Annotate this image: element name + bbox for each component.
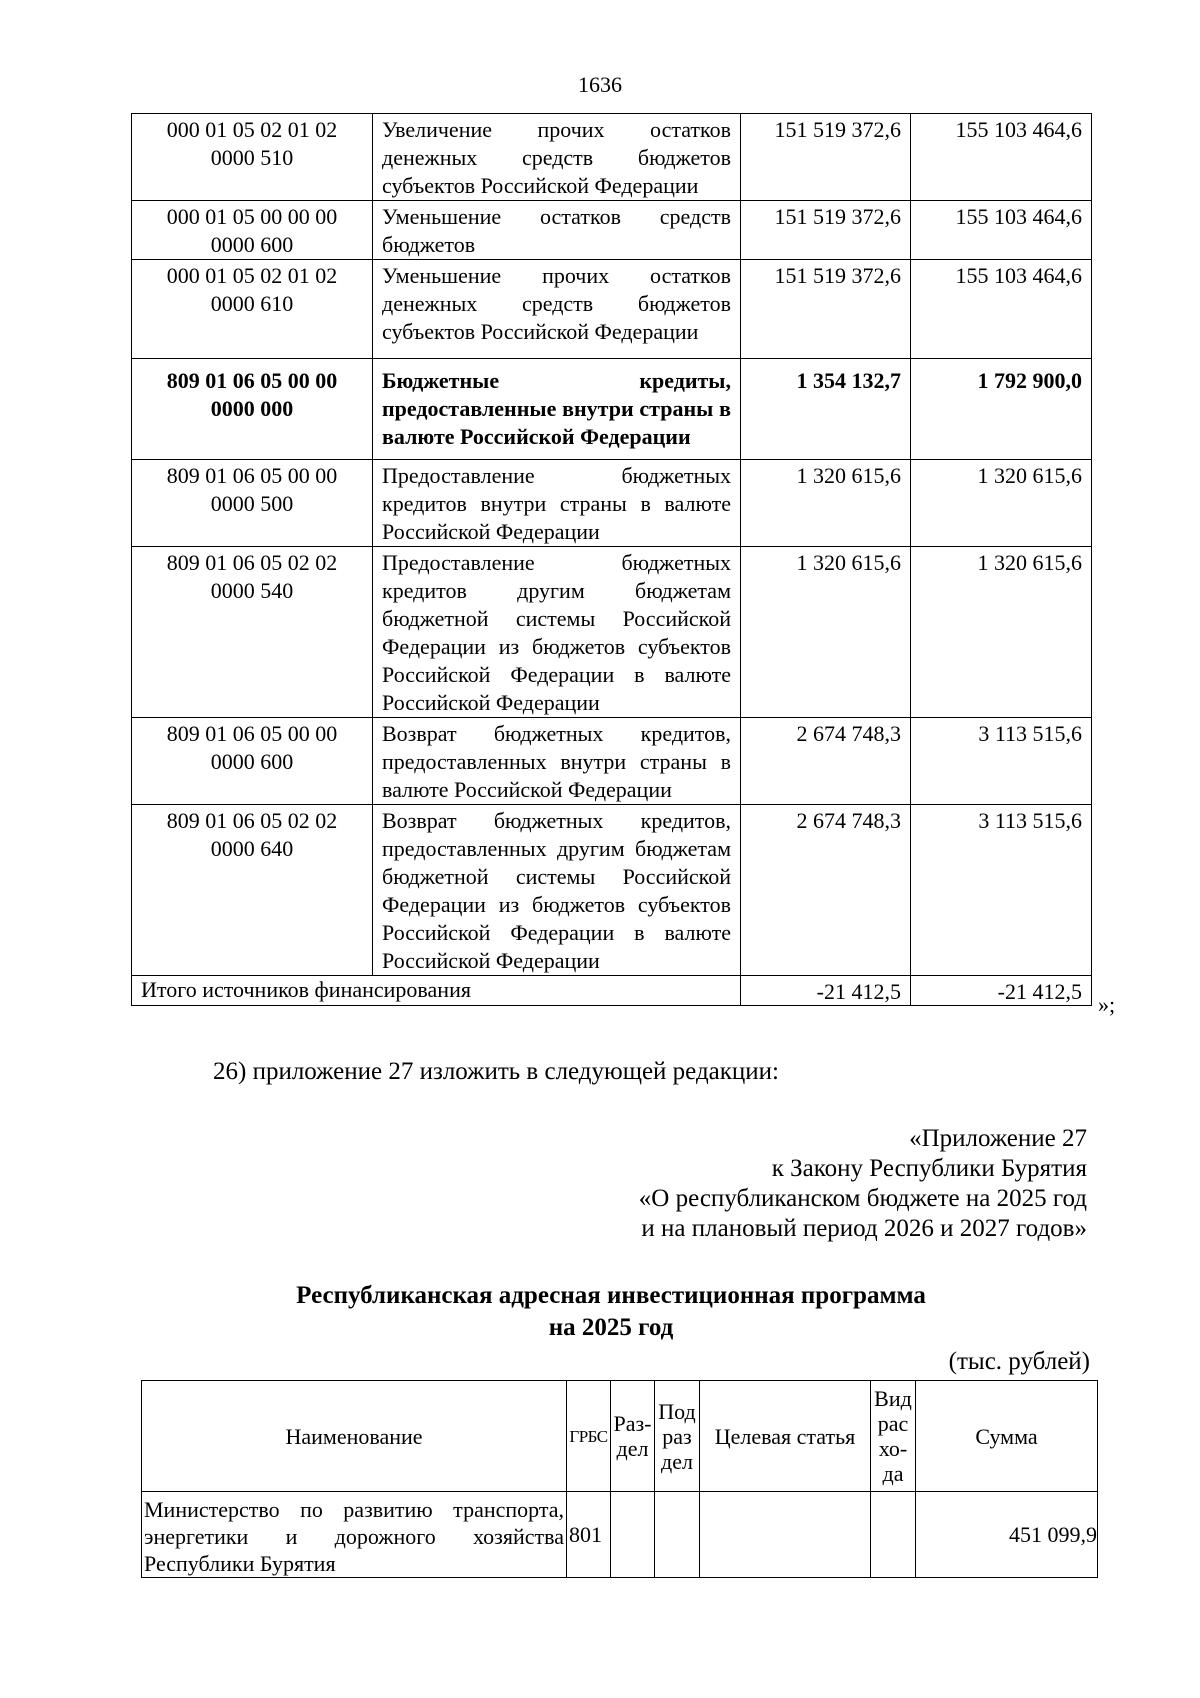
table-row <box>132 718 1092 805</box>
header-row <box>142 1381 1098 1492</box>
table-row <box>132 201 1092 260</box>
amount-2025: 151 519 372,6 <box>741 114 911 201</box>
program-title: Республиканская адресная инвестиционная программа на 2025 год <box>296 1282 926 1341</box>
amount-2026: 3 113 515,6 <box>911 805 1092 976</box>
source-description: Уменьшение остатков средств бюджетов <box>373 201 741 260</box>
amount-2026: 1 792 900,0 <box>911 359 1092 460</box>
total-row <box>132 976 1092 1006</box>
source-code: 809 01 06 05 02 02 0000 540 <box>132 547 373 718</box>
source-code: 000 01 05 02 01 02 0000 610 <box>132 260 373 359</box>
appendix-line: «О республиканском бюджете на 2025 год <box>638 1185 1087 1212</box>
table-row <box>132 460 1092 547</box>
amount-2026: 3 113 515,6 <box>911 718 1092 805</box>
table-row <box>132 359 1092 460</box>
amount-2025: 1 320 615,6 <box>741 460 911 547</box>
program-podrazdel <box>655 1492 700 1578</box>
table-row <box>132 260 1092 359</box>
investment-program-table <box>141 1380 1098 1578</box>
amount-2026: 155 103 464,6 <box>911 114 1092 201</box>
source-description: Бюджетные кредиты, предоставленные внутри страны в валюте Российской Федерации <box>373 359 741 460</box>
appendix-line: и на плановый период 2026 и 2027 годов» <box>641 1215 1087 1242</box>
col-header-name: Наименование <box>142 1381 567 1492</box>
col-header-grbs: ГРБС <box>567 1381 611 1492</box>
program-grbs: 801 <box>567 1492 611 1578</box>
amount-2025: 151 519 372,6 <box>741 260 911 359</box>
source-code: 000 01 05 00 00 00 0000 600 <box>132 201 373 260</box>
col-header-summa: Сумма <box>916 1381 1098 1492</box>
source-code: 809 01 06 05 00 00 0000 000 <box>132 359 373 460</box>
total-2025: -21 412,5 <box>741 976 911 1006</box>
amount-2025: 1 320 615,6 <box>741 547 911 718</box>
source-description: Возврат бюджетных кредитов, предоставленных другим бюджетам бюджетной системы Российской Федерации из бюджетов субъектов Российской Федерации в валюте Российской Федерации <box>373 805 741 976</box>
source-code: 809 01 06 05 00 00 0000 500 <box>132 460 373 547</box>
program-celevaya <box>700 1492 871 1578</box>
closing-quote: »; <box>1098 992 1116 1017</box>
source-description: Предоставление бюджетных кредитов другим бюджетам бюджетной системы Российской Федерации из бюджетов субъектов Российской Федерации в валюте Российской Федерации <box>373 547 741 718</box>
source-description: Предоставление бюджетных кредитов внутри страны в валюте Российской Федерации <box>373 460 741 547</box>
source-description: Уменьшение прочих остатков денежных средств бюджетов субъектов Российской Федерации <box>373 260 741 359</box>
amount-2025: 2 674 748,3 <box>741 718 911 805</box>
table-row <box>142 1492 1098 1578</box>
amount-2025: 151 519 372,6 <box>741 201 911 260</box>
amount-2025: 1 354 132,7 <box>741 359 911 460</box>
amendment-item: 26) приложение 27 изложить в следующей редакции: <box>213 1058 779 1085</box>
col-header-celevaya: Целевая статья <box>700 1381 871 1492</box>
appendix-line: к Закону Республики Бурятия <box>771 1155 1087 1182</box>
source-code: 000 01 05 02 01 02 0000 510 <box>132 114 373 201</box>
program-vid <box>871 1492 916 1578</box>
source-code: 809 01 06 05 00 00 0000 600 <box>132 718 373 805</box>
program-name: Министерство по развитию транспорта, энергетики и дорожного хозяйства Республики Бурятия <box>142 1492 567 1578</box>
financing-sources-table <box>131 113 1092 1006</box>
program-razdel <box>611 1492 655 1578</box>
appendix-line: «Приложение 27 <box>909 1125 1087 1152</box>
page-number: 1636 <box>578 72 622 97</box>
col-header-razdel: Раз- дел <box>611 1381 655 1492</box>
col-header-podrazdel: Под раз дел <box>655 1381 700 1492</box>
amount-2026: 155 103 464,6 <box>911 201 1092 260</box>
total-label: Итого источников финансирования <box>132 976 741 1006</box>
program-summa: 451 099,9 <box>916 1492 1098 1578</box>
table-row <box>132 805 1092 976</box>
appendix-header <box>639 1124 1087 1244</box>
source-description: Увеличение прочих остатков денежных средств бюджетов субъектов Российской Федерации <box>373 114 741 201</box>
source-code: 809 01 06 05 02 02 0000 640 <box>132 805 373 976</box>
amount-2026: 1 320 615,6 <box>911 547 1092 718</box>
total-2026: -21 412,5 <box>911 976 1092 1006</box>
units-label: (тыс. рублей) <box>948 1348 1090 1375</box>
source-description: Возврат бюджетных кредитов, предоставленных внутри страны в валюте Российской Федерации <box>373 718 741 805</box>
table-row <box>132 114 1092 201</box>
amount-2026: 155 103 464,6 <box>911 260 1092 359</box>
amount-2025: 2 674 748,3 <box>741 805 911 976</box>
amount-2026: 1 320 615,6 <box>911 460 1092 547</box>
table-row <box>132 547 1092 718</box>
col-header-vid: Вид рас хо- да <box>871 1381 916 1492</box>
